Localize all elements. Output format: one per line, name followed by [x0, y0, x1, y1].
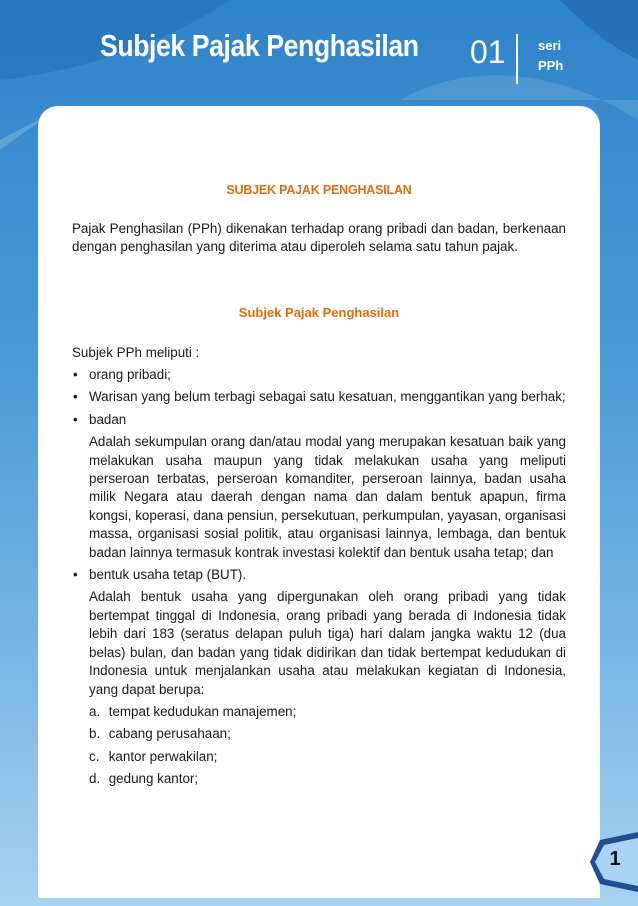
bullet-icon: • [73, 367, 78, 382]
bullet-icon: • [73, 411, 78, 427]
sub-list-item [72, 703, 566, 721]
bullet-icon: • [73, 389, 78, 405]
list-item [72, 411, 566, 429]
series-number: 01 [470, 34, 506, 70]
header-title: Subjek Pajak Penghasilan [100, 28, 419, 63]
sub-list-item [72, 748, 566, 766]
list-lead: Subjek PPh meliputi : [72, 345, 200, 360]
list-item-text: bentuk usaha tetap (BUT). [89, 567, 247, 583]
series-label-line2: PPh [538, 58, 564, 73]
header-divider [516, 34, 518, 84]
list-item [72, 388, 566, 406]
series-label [538, 36, 588, 76]
list-item [72, 366, 566, 384]
sub-title: Subjek Pajak Penghasilan [238, 305, 400, 320]
content-card [38, 106, 600, 898]
but-description: Adalah bentuk usaha yang dipergunakan oleh orang pribadi yang tidak bertempat tinggal di Indonesia, orang pribadi yang berada di Indonesia tidak lebih dari 183 (seratus delapan puluh tiga) hari dalam jangka waktu 12 (dua belas) bulan, dan badan yang tidak didirikan dan tidak bertempat kedudukan di Indonesia untuk menjalankan usaha atau melakukan kegiatan di Indonesia, yang dapat berupa: [89, 589, 566, 697]
sub-item-letter: d. [89, 771, 101, 787]
sub-item-text: kantor perwakilan; [108, 748, 218, 764]
sub-item-text: cabang perusahaan; [108, 726, 231, 742]
page-number: 1 [609, 848, 621, 870]
list-item-text: Warisan yang belum terbagi sebagai satu kesatuan, menggantikan yang berhak; [89, 389, 566, 405]
section-title: SUBJEK PAJAK PENGHASILAN [226, 183, 412, 197]
list-item-text: orang pribadi; [89, 367, 171, 382]
intro-paragraph: Pajak Penghasilan (PPh) dikenakan terhadap orang pribadi dan badan, berkenaan dengan penghasilan yang diterima atau diperoleh selama satu tahun pajak. [72, 221, 566, 255]
sub-item-text: gedung kantor; [108, 771, 199, 787]
list-item [72, 566, 566, 584]
sub-item-letter: c. [89, 748, 100, 764]
sub-item-text: tempat kedudukan manajemen; [108, 703, 297, 719]
bullet-icon: • [73, 567, 78, 583]
sub-item-letter: a. [89, 703, 101, 719]
sub-list-item [72, 770, 566, 788]
subjek-list [72, 366, 566, 793]
badan-description: Adalah sekumpulan orang dan/atau modal yang merupakan kesatuan baik yang melakukan usaha maupun yang tidak melakukan usaha yang meliputi perseroan terbatas, perseroan komanditer, perseroan lainnya, badan usaha milik Negara atau daerah dengan nama dan dalam bentuk apapun, firma kongsi, koperasi, dana pensiun, persekutuan, perkumpulan, yayasan, organisasi massa, organisasi sosial politik, atau organisasi lainnya, lembaga, dan bentuk badan lainnya termasuk kontrak investasi kolektif dan bentuk usaha tetap; dan [89, 434, 566, 560]
list-item-text: badan [89, 411, 127, 427]
sub-list-item [72, 725, 566, 743]
sub-item-letter: b. [89, 726, 101, 742]
series-label-line1: seri [538, 38, 562, 53]
